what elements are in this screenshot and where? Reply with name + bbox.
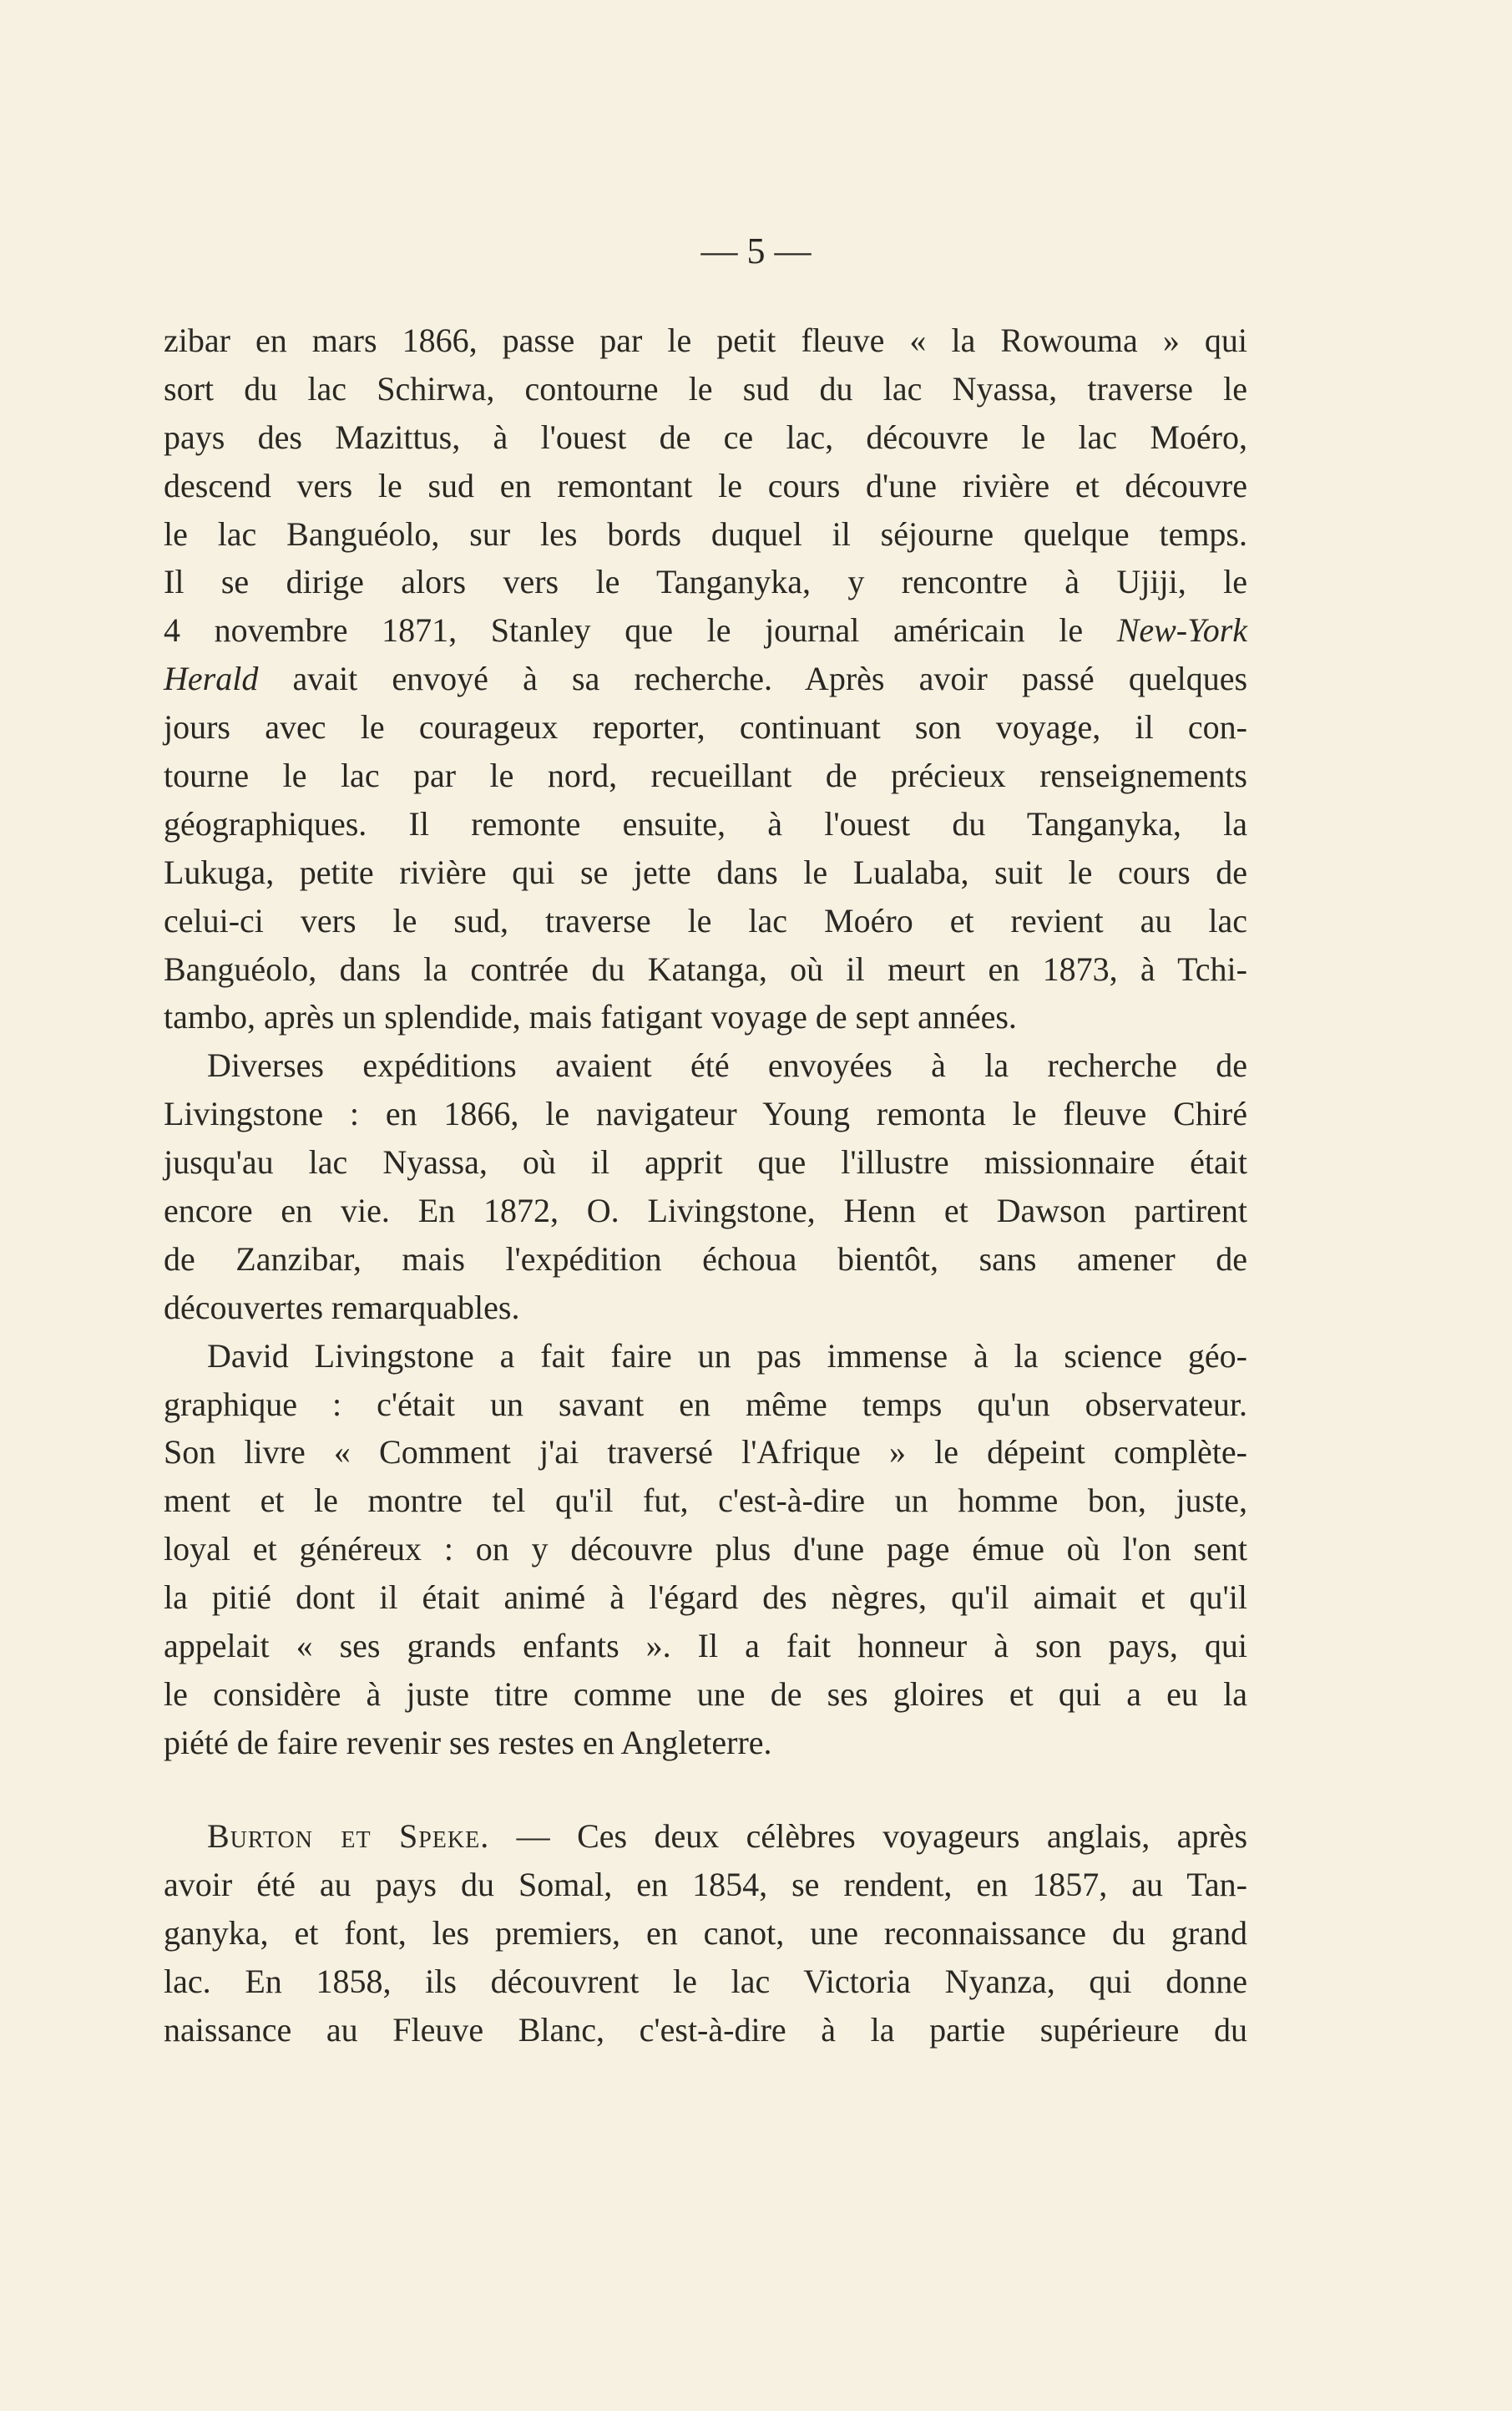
text-line: loyal et généreux : on y découvre plus d'une page émue où l'on sent	[164, 1530, 1247, 1568]
newspaper-title: New-York	[1116, 611, 1248, 650]
text-fragment: avait envoyé à sa recherche. Après avoir passé quelques	[292, 660, 1248, 698]
text-line: tourne le lac par le nord, recueillant de précieux renseignements	[164, 757, 1247, 795]
text-line: la pitié dont il était animé à l'égard des nègres, qu'il aimait et qu'il	[164, 1578, 1247, 1617]
text-line: le considère à juste titre comme une de ses gloires et qui a eu la	[164, 1674, 1247, 1713]
section-heading: Burton et Speke.	[207, 1817, 490, 1855]
text-line: graphique : c'était un savant en même temps qu'un observateur.	[164, 1385, 1247, 1423]
text-line: lac. En 1858, ils découvrent le lac Victoria Nyanza, qui donne	[164, 1962, 1247, 2000]
text-fragment: 4 novembre 1871, Stanley que le journal américain le	[164, 611, 1084, 650]
text-line: encore en vie. En 1872, O. Livingstone, Henn et Dawson partirent	[164, 1192, 1247, 1230]
text-line: avoir été au pays du Somal, en 1854, se rendent, en 1857, au Tan-	[164, 1865, 1247, 1903]
text-line	[164, 655, 1247, 703]
text-line: jusqu'au lac Nyassa, où il apprit que l'illustre missionnaire était	[164, 1143, 1247, 1182]
em-dash: —	[516, 1817, 550, 1855]
text-line: piété de faire revenir ses restes en Angleterre.	[164, 1723, 772, 1761]
text-line: ment et le montre tel qu'il fut, c'est-à-dire un homme bon, juste,	[164, 1482, 1247, 1520]
paragraph-start: Diverses expéditions avaient été envoyées à la recherche de	[207, 1046, 1247, 1085]
text-line: tambo, après un splendide, mais fatigant voyage de sept années.	[164, 998, 1017, 1036]
paragraph-start	[164, 1812, 1247, 1861]
text-line: celui-ci vers le sud, traverse le lac Moéro et revient au lac	[164, 901, 1247, 940]
text-line: Livingstone : en 1866, le navigateur Young remonta le fleuve Chiré	[164, 1095, 1247, 1133]
text-line: ganyka, et font, les premiers, en canot, une reconnaissance du grand	[164, 1913, 1247, 1952]
text-line: sort du lac Schirwa, contourne le sud du lac Nyassa, traverse le	[164, 369, 1247, 408]
text-line	[164, 606, 1247, 655]
text-line: le lac Banguéolo, sur les bords duquel il séjourne quelque temps.	[164, 514, 1247, 553]
text-line: découvertes remarquables.	[164, 1288, 520, 1326]
text-line: Lukuga, petite rivière qui se jette dans le Lualaba, suit le cours de	[164, 853, 1247, 891]
text-line: appelait « ses grands enfants ». Il a fait honneur à son pays, qui	[164, 1627, 1247, 1665]
burton-speke-section	[164, 1812, 1247, 2054]
text-line: Banguéolo, dans la contrée du Katanga, où il meurt en 1873, à Tchi-	[164, 950, 1247, 988]
text-line: zibar en mars 1866, passe par le petit fleuve « la Rowouma » qui	[164, 322, 1247, 359]
page-number: — 5 —	[700, 230, 812, 271]
text-line: naissance au Fleuve Blanc, c'est-à-dire à la partie supérieure du	[164, 2010, 1247, 2049]
text-line: Son livre « Comment j'ai traversé l'Afrique » le dépeint complète-	[164, 1433, 1247, 1471]
livingstone-section	[164, 317, 1247, 1767]
text-fragment: Ces deux célèbres voyageurs anglais, après	[577, 1817, 1248, 1855]
text-line: descend vers le sud en remontant le cours d'une rivière et découvre	[164, 466, 1247, 504]
text-line: géographiques. Il remonte ensuite, à l'ouest du Tanganyka, la	[164, 804, 1247, 843]
paragraph-start: David Livingstone a fait faire un pas immense à la science géo-	[207, 1336, 1247, 1375]
text-line: de Zanzibar, mais l'expédition échoua bientôt, sans amener de	[164, 1239, 1247, 1278]
newspaper-title: Herald	[164, 660, 259, 698]
text-line: Il se dirige alors vers le Tanganyka, y rencontre à Ujiji, le	[164, 563, 1247, 601]
text-line: pays des Mazittus, à l'ouest de ce lac, découvre le lac Moéro,	[164, 418, 1247, 456]
text-line: jours avec le courageux reporter, continuant son voyage, il con-	[164, 708, 1247, 747]
